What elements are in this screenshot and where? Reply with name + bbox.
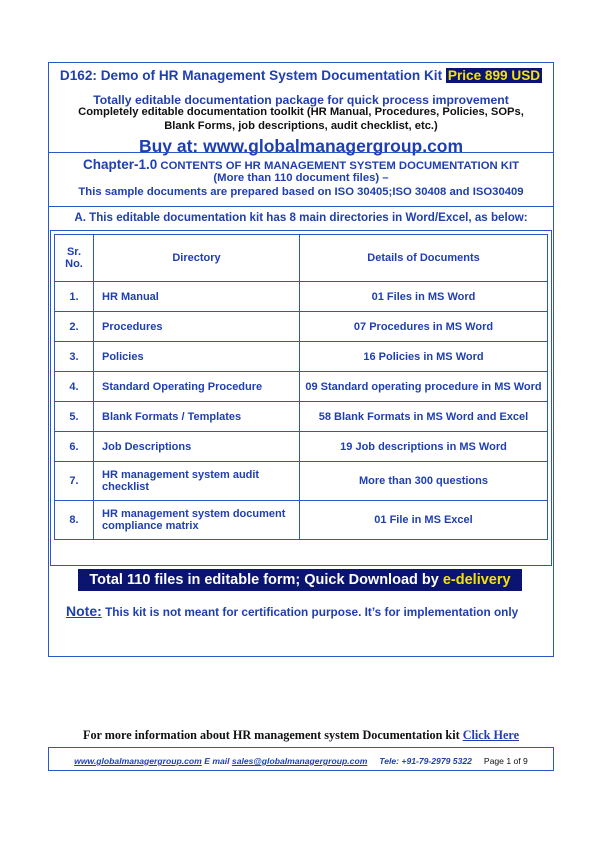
row-sr: 6. — [55, 432, 94, 462]
chapter-title: CONTENTS OF HR MANAGEMENT SYSTEM DOCUMENTATION KIT — [160, 160, 519, 172]
row-sr: 2. — [55, 312, 94, 342]
row-sr: 4. — [55, 372, 94, 402]
row-directory: Policies — [94, 342, 300, 372]
row-sr: 3. — [55, 342, 94, 372]
row-directory: HR Manual — [94, 282, 300, 312]
row-details: 01 File in MS Excel — [300, 501, 548, 540]
note-label: Note: — [66, 603, 102, 619]
title-text: D162: Demo of HR Management System Documentation Kit — [59, 68, 443, 83]
row-details: More than 300 questions — [300, 462, 548, 501]
directories-table — [54, 234, 548, 540]
row-directory: HR management system audit checklist — [94, 462, 300, 501]
row-directory: Blank Formats / Templates — [94, 402, 300, 432]
header-sr: Sr. No. — [55, 235, 94, 282]
table-row — [55, 402, 548, 432]
chapter-count: (More than 110 document files) – — [213, 172, 389, 184]
row-directory: Job Descriptions — [94, 432, 300, 462]
row-details: 16 Policies in MS Word — [300, 342, 548, 372]
table-row — [55, 372, 548, 402]
table-row — [55, 312, 548, 342]
price-badge: Price 899 USD — [447, 68, 541, 83]
row-details: 09 Standard operating procedure in MS Word — [300, 372, 548, 402]
description: Completely editable documentation toolkit (HR Manual, Procedures, Policies, SOPs, Blank Forms, job descriptions, audit checklist, etc.) — [78, 106, 524, 132]
table-header-row — [55, 235, 548, 282]
footer-website-link[interactable]: www.globalmanagergroup.com — [74, 756, 202, 766]
table-row — [55, 432, 548, 462]
total-banner — [78, 569, 522, 591]
row-sr: 5. — [55, 402, 94, 432]
chapter-basis: This sample documents are prepared based on ISO 30405;ISO 30408 and ISO30409 — [78, 186, 524, 198]
note-text: This kit is not meant for certification purpose. It’s for implementation only — [105, 605, 519, 619]
row-details: 07 Procedures in MS Word — [300, 312, 548, 342]
table-row — [55, 282, 548, 312]
row-sr: 8. — [55, 501, 94, 540]
note — [66, 603, 546, 619]
footer-email-link[interactable]: sales@globalmanagergroup.com — [231, 756, 368, 766]
row-sr: 7. — [55, 462, 94, 501]
row-details: 01 Files in MS Word — [300, 282, 548, 312]
document-title — [48, 68, 554, 83]
row-details: 58 Blank Formats in MS Word and Excel — [300, 402, 548, 432]
more-info-text: For more information about HR management system Documentation kit — [83, 728, 460, 742]
chapter-heading — [48, 157, 554, 172]
page-number: Page 1 of 9 — [483, 756, 528, 766]
row-directory: Standard Operating Procedure — [94, 372, 300, 402]
buy-link[interactable]: Buy at: www.globalmanagergroup.com — [138, 136, 464, 156]
chapter-number: Chapter-1.0 — [83, 157, 158, 172]
header-details: Details of Documents — [300, 235, 548, 282]
row-sr: 1. — [55, 282, 94, 312]
header-directory: Directory — [94, 235, 300, 282]
total-text: Total 110 files in editable form; Quick Download by — [89, 572, 439, 588]
table-row — [55, 462, 548, 501]
footer-email-label: E mail — [204, 756, 230, 766]
row-directory: Procedures — [94, 312, 300, 342]
e-delivery-label: e-delivery — [442, 572, 511, 588]
footer — [48, 756, 554, 766]
row-directory: HR management system document compliance matrix — [94, 501, 300, 540]
directive-text: A. This editable documentation kit has 8 main directories in Word/Excel, as below: — [74, 211, 528, 224]
more-info — [48, 728, 554, 743]
row-details: 19 Job descriptions in MS Word — [300, 432, 548, 462]
click-here-link[interactable]: Click Here — [462, 728, 519, 742]
subtitle: Totally editable documentation package for quick process improvement — [93, 93, 509, 107]
table-row — [55, 501, 548, 540]
footer-tele: Tele: +91-79-2979 5322 — [379, 756, 472, 766]
table-row — [55, 342, 548, 372]
